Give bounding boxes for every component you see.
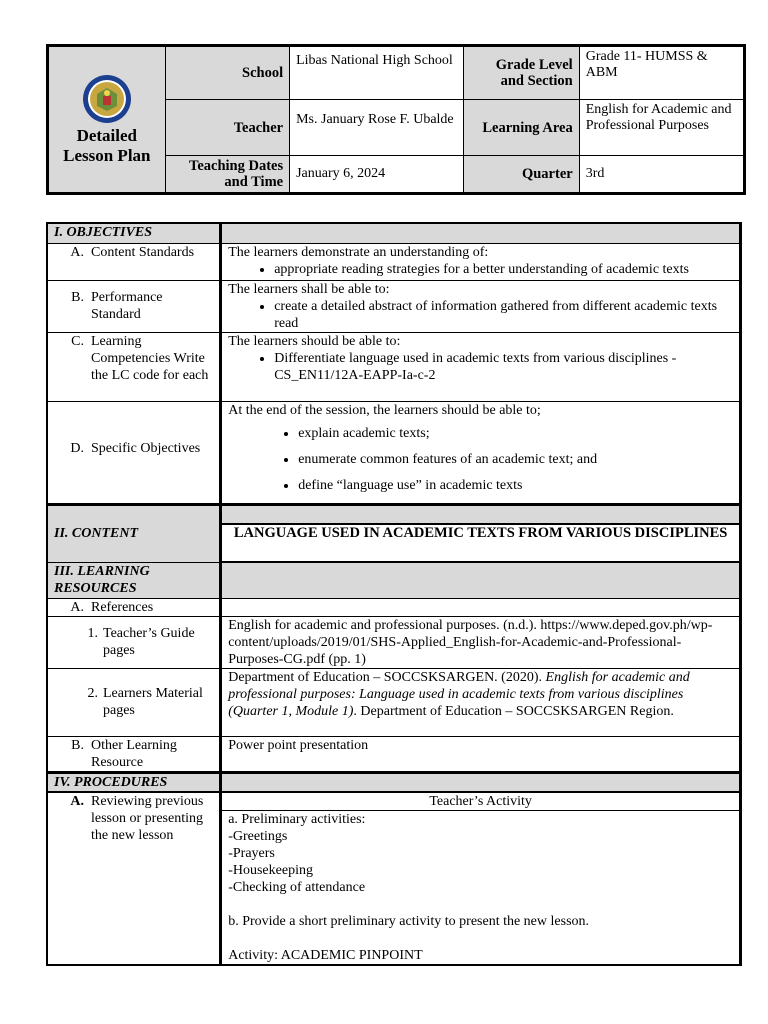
activity-line: -Greetings xyxy=(228,829,288,844)
item-letter: A. xyxy=(70,244,84,260)
item-letter: A. xyxy=(70,794,84,809)
activity-line: Activity: ACADEMIC PINPOINT xyxy=(228,948,423,963)
competencies-intro: The learners should be able to: xyxy=(228,333,401,349)
quarter-value: 3rd xyxy=(579,156,744,194)
activity-line: -Housekeeping xyxy=(228,863,313,878)
grade-label: Grade Level and Section xyxy=(464,46,580,100)
item-text: Learners Material pages xyxy=(103,685,203,718)
resources-heading: III. LEARNING RESOURCES xyxy=(47,562,221,598)
competencies-cell xyxy=(221,332,741,401)
item-text: Content Standards xyxy=(91,244,195,260)
other-resource-label xyxy=(47,736,221,772)
performance-standard-label xyxy=(47,280,221,332)
teachers-guide-label xyxy=(47,616,221,668)
performance-standard-intro: The learners shall be able to: xyxy=(228,281,390,297)
specific-objective-item: • enumerate common features of an academic text; and xyxy=(298,451,733,468)
dates-label: Teaching Dates and Time xyxy=(165,156,290,194)
specific-objective-item: • explain academic texts; xyxy=(298,425,733,442)
activity-blank xyxy=(228,930,733,947)
title-line-2: Lesson Plan xyxy=(63,145,151,165)
citation-title: English for academic and professional purposes: Language used in academic texts from various disciplines (Quarter 1, Module 1) xyxy=(228,669,690,719)
content-standards-label xyxy=(47,243,221,280)
item-text: Other Learning Resource xyxy=(91,737,177,770)
item-text: References xyxy=(91,599,154,615)
school-value: Libas National High School xyxy=(290,46,464,100)
item-number: 2. xyxy=(87,685,98,701)
content-topic: LANGUAGE USED IN ACADEMIC TEXTS FROM VARIOUS DISCIPLINES xyxy=(221,524,741,562)
title-cell xyxy=(48,46,166,194)
objectives-heading: I. OBJECTIVES xyxy=(47,223,221,243)
activity-line: b. Provide a short preliminary activity to present the new lesson. xyxy=(228,914,590,929)
teachers-guide-value: English for academic and professional purposes. (n.d.). https://www.deped.gov.ph/wp-content/uploads/2019/01/SHS-Applied_English-for-Academic-and-Professional-Purposes-CG.pdf (pp. 1) xyxy=(221,616,741,668)
area-label: Learning Area xyxy=(464,100,580,156)
item-letter: B. xyxy=(71,289,84,305)
item-text: Performance Standard xyxy=(91,289,163,322)
area-value: English for Academic and Professional Purposes xyxy=(579,100,744,156)
competencies-bullet: • Differentiate language used in academic texts from various disciplines - CS_EN11/12A-EAPP-Ia-c-2 xyxy=(274,350,733,384)
activity-line: a. Preliminary activities: xyxy=(228,812,366,827)
quarter-label: Quarter xyxy=(464,156,580,194)
citation-publisher: . Department of Education – SOCCSKSARGEN Region. xyxy=(353,703,674,719)
review-lesson-label xyxy=(47,792,221,965)
learners-material-label xyxy=(47,668,221,736)
objectives-heading-fill xyxy=(221,223,741,243)
title-line-1: Detailed xyxy=(76,125,138,145)
item-letter: A. xyxy=(70,599,84,615)
specific-objective-item: • define “language use” in academic texts xyxy=(298,477,733,494)
specific-objectives-intro: At the end of the session, the learners should be able to; xyxy=(228,402,541,418)
learners-material-value xyxy=(221,668,741,736)
content-standards-intro: The learners demonstrate an understanding of: xyxy=(228,244,489,260)
school-label: School xyxy=(165,46,290,100)
teacher-activity-cell xyxy=(221,811,741,966)
performance-standard-bullet: • create a detailed abstract of information gathered from different academic texts read xyxy=(274,298,733,332)
activity-line: -Prayers xyxy=(228,846,275,861)
teacher-activity-header: Teacher’s Activity xyxy=(221,792,741,811)
citation-author: Department of Education – SOCCSKSARGEN. (2020). xyxy=(228,669,546,685)
teacher-label: Teacher xyxy=(165,100,290,156)
item-text: Specific Objectives xyxy=(91,440,201,456)
content-heading-fill xyxy=(221,504,741,524)
item-letter: C. xyxy=(71,333,84,349)
header-table xyxy=(46,44,746,195)
content-standards-cell xyxy=(221,243,741,280)
dates-value: January 6, 2024 xyxy=(290,156,464,194)
references-cell xyxy=(221,598,741,616)
specific-objectives-label xyxy=(47,401,221,504)
item-letter: B. xyxy=(71,737,84,753)
resources-heading-fill xyxy=(221,562,741,598)
performance-standard-cell xyxy=(221,280,741,332)
item-text: Learning Competencies Write the LC code for each xyxy=(91,333,209,383)
other-resource-value: Power point presentation xyxy=(221,736,741,772)
teacher-value: Ms. January Rose F. Ubalde xyxy=(290,100,464,156)
specific-objectives-cell xyxy=(221,401,741,504)
lesson-plan-table xyxy=(46,222,742,966)
competencies-label xyxy=(47,332,221,401)
content-standards-bullet: • appropriate reading strategies for a better understanding of academic texts xyxy=(274,261,733,278)
deped-seal-icon xyxy=(82,74,132,124)
item-number: 1. xyxy=(87,625,98,641)
grade-value: Grade 11- HUMSS & ABM xyxy=(579,46,744,100)
activity-blank xyxy=(228,896,733,913)
item-text: Reviewing previous lesson or presenting the new lesson xyxy=(91,794,204,843)
item-letter: D. xyxy=(70,440,84,456)
procedures-heading-fill xyxy=(221,772,741,792)
activity-line: -Checking of attendance xyxy=(228,880,366,895)
item-text: Teacher’s Guide pages xyxy=(103,625,195,658)
procedures-heading: IV. PROCEDURES xyxy=(47,772,221,792)
references-label xyxy=(47,598,221,616)
content-heading: II. CONTENT xyxy=(47,504,221,562)
